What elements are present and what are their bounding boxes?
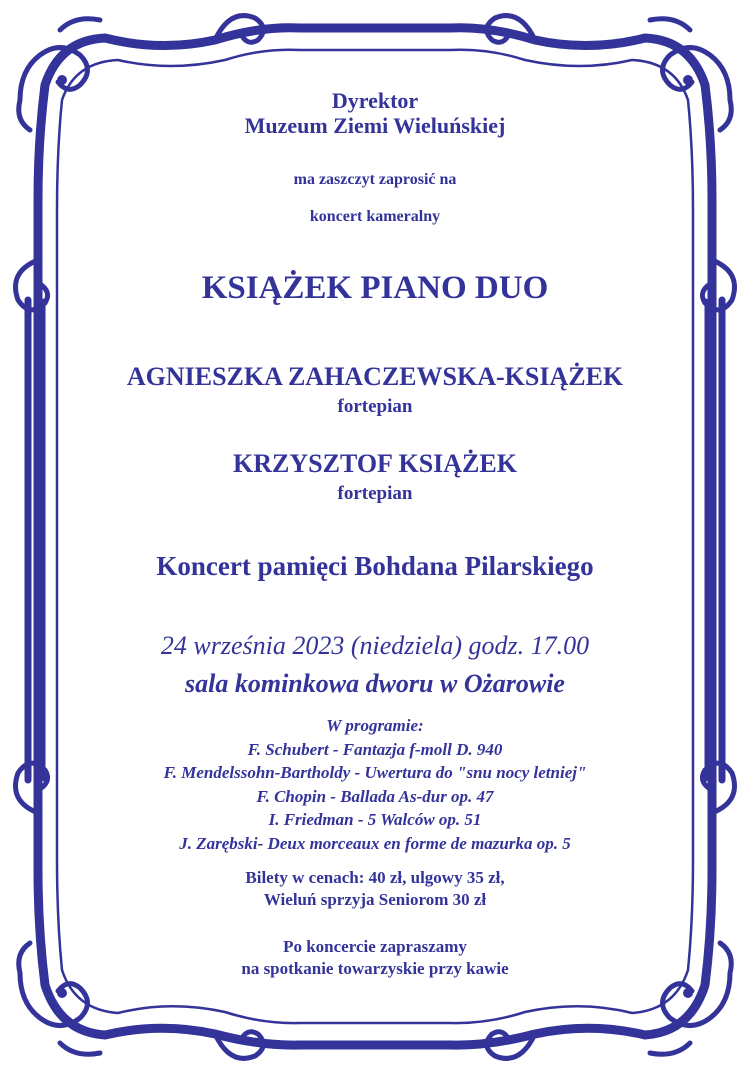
performer-name: AGNIESZKA ZAHACZEWSKA-KSIĄŻEK bbox=[126, 362, 624, 391]
ticket-senior-price: Wieluń sprzyja Seniorom 30 zł bbox=[263, 890, 487, 909]
program-item: F. Mendelssohn-Bartholdy - Uwertura do "snu nocy letniej" bbox=[163, 763, 587, 782]
concert-type: koncert kameralny bbox=[309, 208, 441, 225]
ensemble-name: KSIĄŻEK PIANO DUO bbox=[201, 270, 549, 306]
program-item: J. Zarębski- Deux morceaux en forme de mazurka op. 5 bbox=[179, 833, 571, 853]
program-item: F. Schubert - Fantazja f-moll D. 940 bbox=[247, 739, 503, 759]
program-title: W programie: bbox=[326, 716, 424, 735]
performer-instrument: fortepian bbox=[337, 483, 413, 504]
program-item: F. Chopin - Ballada As-dur op. 47 bbox=[256, 786, 494, 806]
event-date: 24 września 2023 (niedziela) godz. 17.00 bbox=[160, 631, 590, 660]
performer-name: KRZYSZTOF KSIĄŻEK bbox=[233, 449, 517, 478]
performer-instrument: fortepian bbox=[337, 396, 413, 417]
memorial-title: Koncert pamięci Bohdana Pilarskiego bbox=[156, 551, 594, 581]
program-item: I. Friedman - 5 Walców op. 51 bbox=[268, 810, 482, 829]
closing-line: Po koncercie zapraszamy bbox=[283, 937, 467, 956]
invitation-phrase: ma zaszczyt zaprosić na bbox=[293, 171, 457, 188]
closing-line: na spotkanie towarzyskie przy kawie bbox=[241, 959, 509, 978]
ticket-prices: Bilety w cenach: 40 zł, ulgowy 35 zł, bbox=[245, 868, 505, 887]
museum-name: Muzeum Ziemi Wieluńskiej bbox=[244, 113, 506, 138]
director-title: Dyrektor bbox=[331, 88, 419, 113]
event-place: sala kominkowa dworu w Ożarowie bbox=[185, 669, 565, 698]
